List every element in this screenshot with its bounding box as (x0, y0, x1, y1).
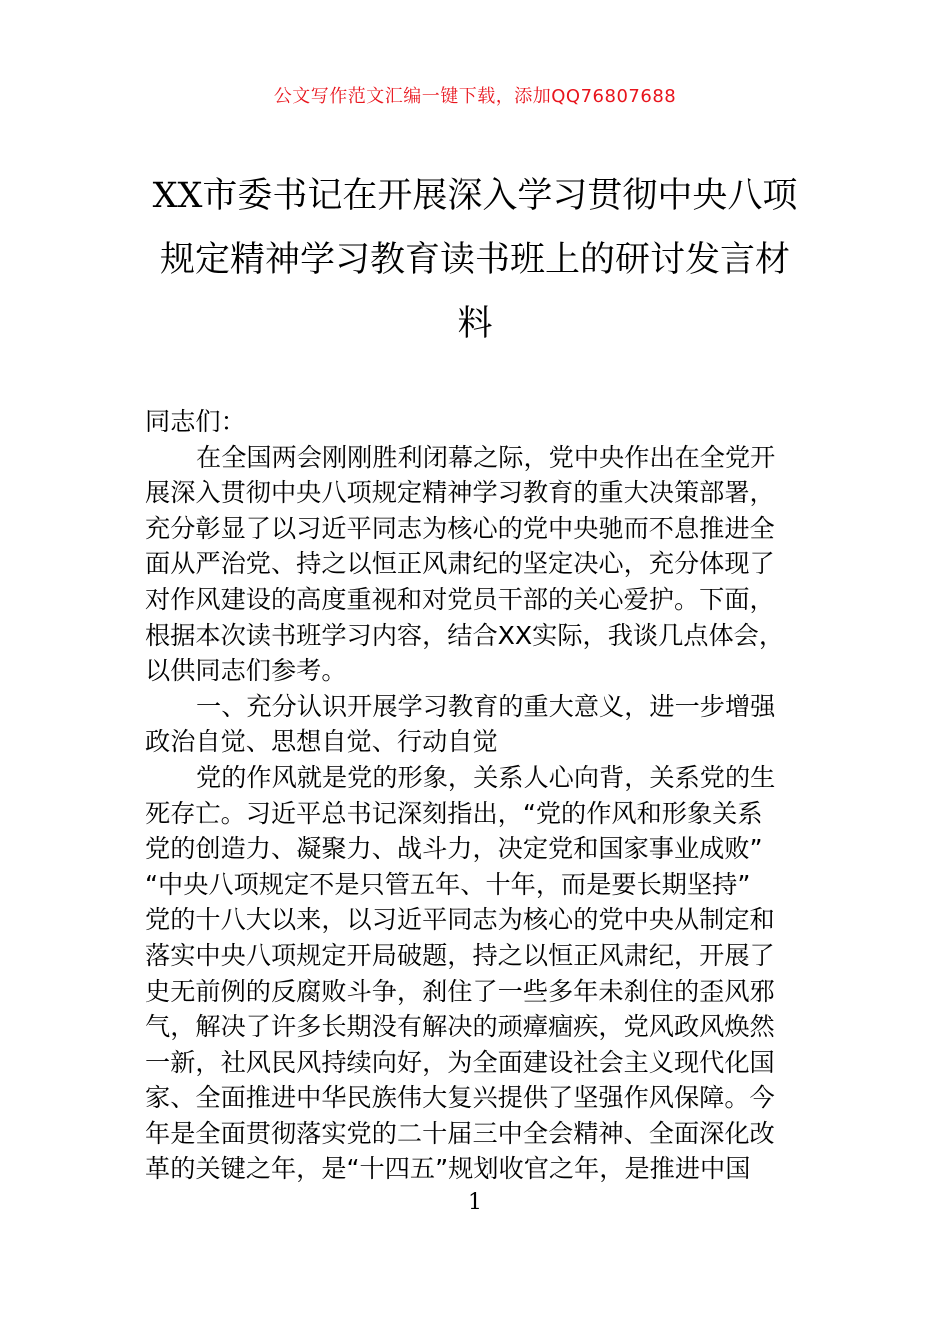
paragraph-line: 落实中央八项规定开局破题，持之以恒正风肃纪，开展了 (145, 940, 775, 970)
title-line-3: 料 (457, 304, 493, 344)
banner-text: 公文写作范文汇编一键下载，添加QQ76807688 (273, 86, 677, 107)
document-title (100, 164, 850, 356)
paragraph-line: 在全国两会刚刚胜利闭幕之际，党中央作出在全党开 (196, 442, 776, 472)
paragraph-line: “中央八项规定不是只管五年、十年，而是要长期坚持” (145, 869, 751, 899)
paragraph-line: 根据本次读书班学习内容，结合XX实际，我谈几点体会， (145, 620, 785, 650)
paragraph-line: 史无前例的反腐败斗争，刹住了一些多年未刹住的歪风邪 (145, 976, 775, 1006)
paragraph-line: 党的十八大以来，以习近平同志为核心的党中央从制定和 (145, 905, 775, 935)
document-body (145, 404, 810, 1187)
salutation-text: 同志们： (145, 407, 246, 436)
paragraph-line: 充分彰显了以习近平同志为核心的党中央驰而不息推进全 (145, 513, 775, 543)
paragraph-line: 党的作风就是党的形象，关系人心向背，关系党的生 (196, 762, 776, 792)
heading-line: 一、充分认识开展学习教育的重大意义，进一步增强 (196, 691, 776, 721)
download-banner (0, 84, 950, 110)
page-number: 1 (468, 1190, 482, 1215)
paragraph-line: 展深入贯彻中央八项规定精神学习教育的重大决策部署， (145, 478, 775, 508)
paragraph-line: 对作风建设的高度重视和对党员干部的关心爱护。下面， (145, 584, 775, 614)
paragraph-line: 一新，社风民风持续向好，为全面建设社会主义现代化国 (145, 1047, 775, 1077)
heading-line: 政治自觉、思想自觉、行动自觉 (145, 727, 498, 757)
paragraph-line: 年是全面贯彻落实党的二十届三中全会精神、全面深化改 (145, 1118, 775, 1148)
paragraph-section-1 (145, 760, 810, 1187)
paragraph-line: 革的关键之年，是“十四五”规划收官之年，是推进中国 (145, 1154, 751, 1184)
paragraph-line: 以供同志们参考。 (145, 656, 347, 686)
paragraph-line: 党的创造力、凝聚力、战斗力，决定党和国家事业成败” (145, 834, 763, 864)
paragraph-line: 家、全面推进中华民族伟大复兴提供了坚强作风保障。今 (145, 1083, 775, 1113)
paragraph-line: 面从严治党、持之以恒正风肃纪的坚定决心，充分体现了 (145, 549, 775, 579)
title-line-1: XX市委书记在开展深入学习贯彻中央八项 (152, 176, 798, 216)
section-heading-1 (145, 689, 810, 760)
salutation (145, 404, 810, 440)
paragraph-line: 死存亡。习近平总书记深刻指出，“党的作风和形象关系 (145, 798, 763, 828)
paragraph-line: 气，解决了许多长期没有解决的顽瘴痼疾，党风政风焕然 (145, 1012, 775, 1042)
paragraph-intro (145, 440, 810, 689)
title-line-2: 规定精神学习教育读书班上的研讨发言材 (159, 240, 790, 280)
